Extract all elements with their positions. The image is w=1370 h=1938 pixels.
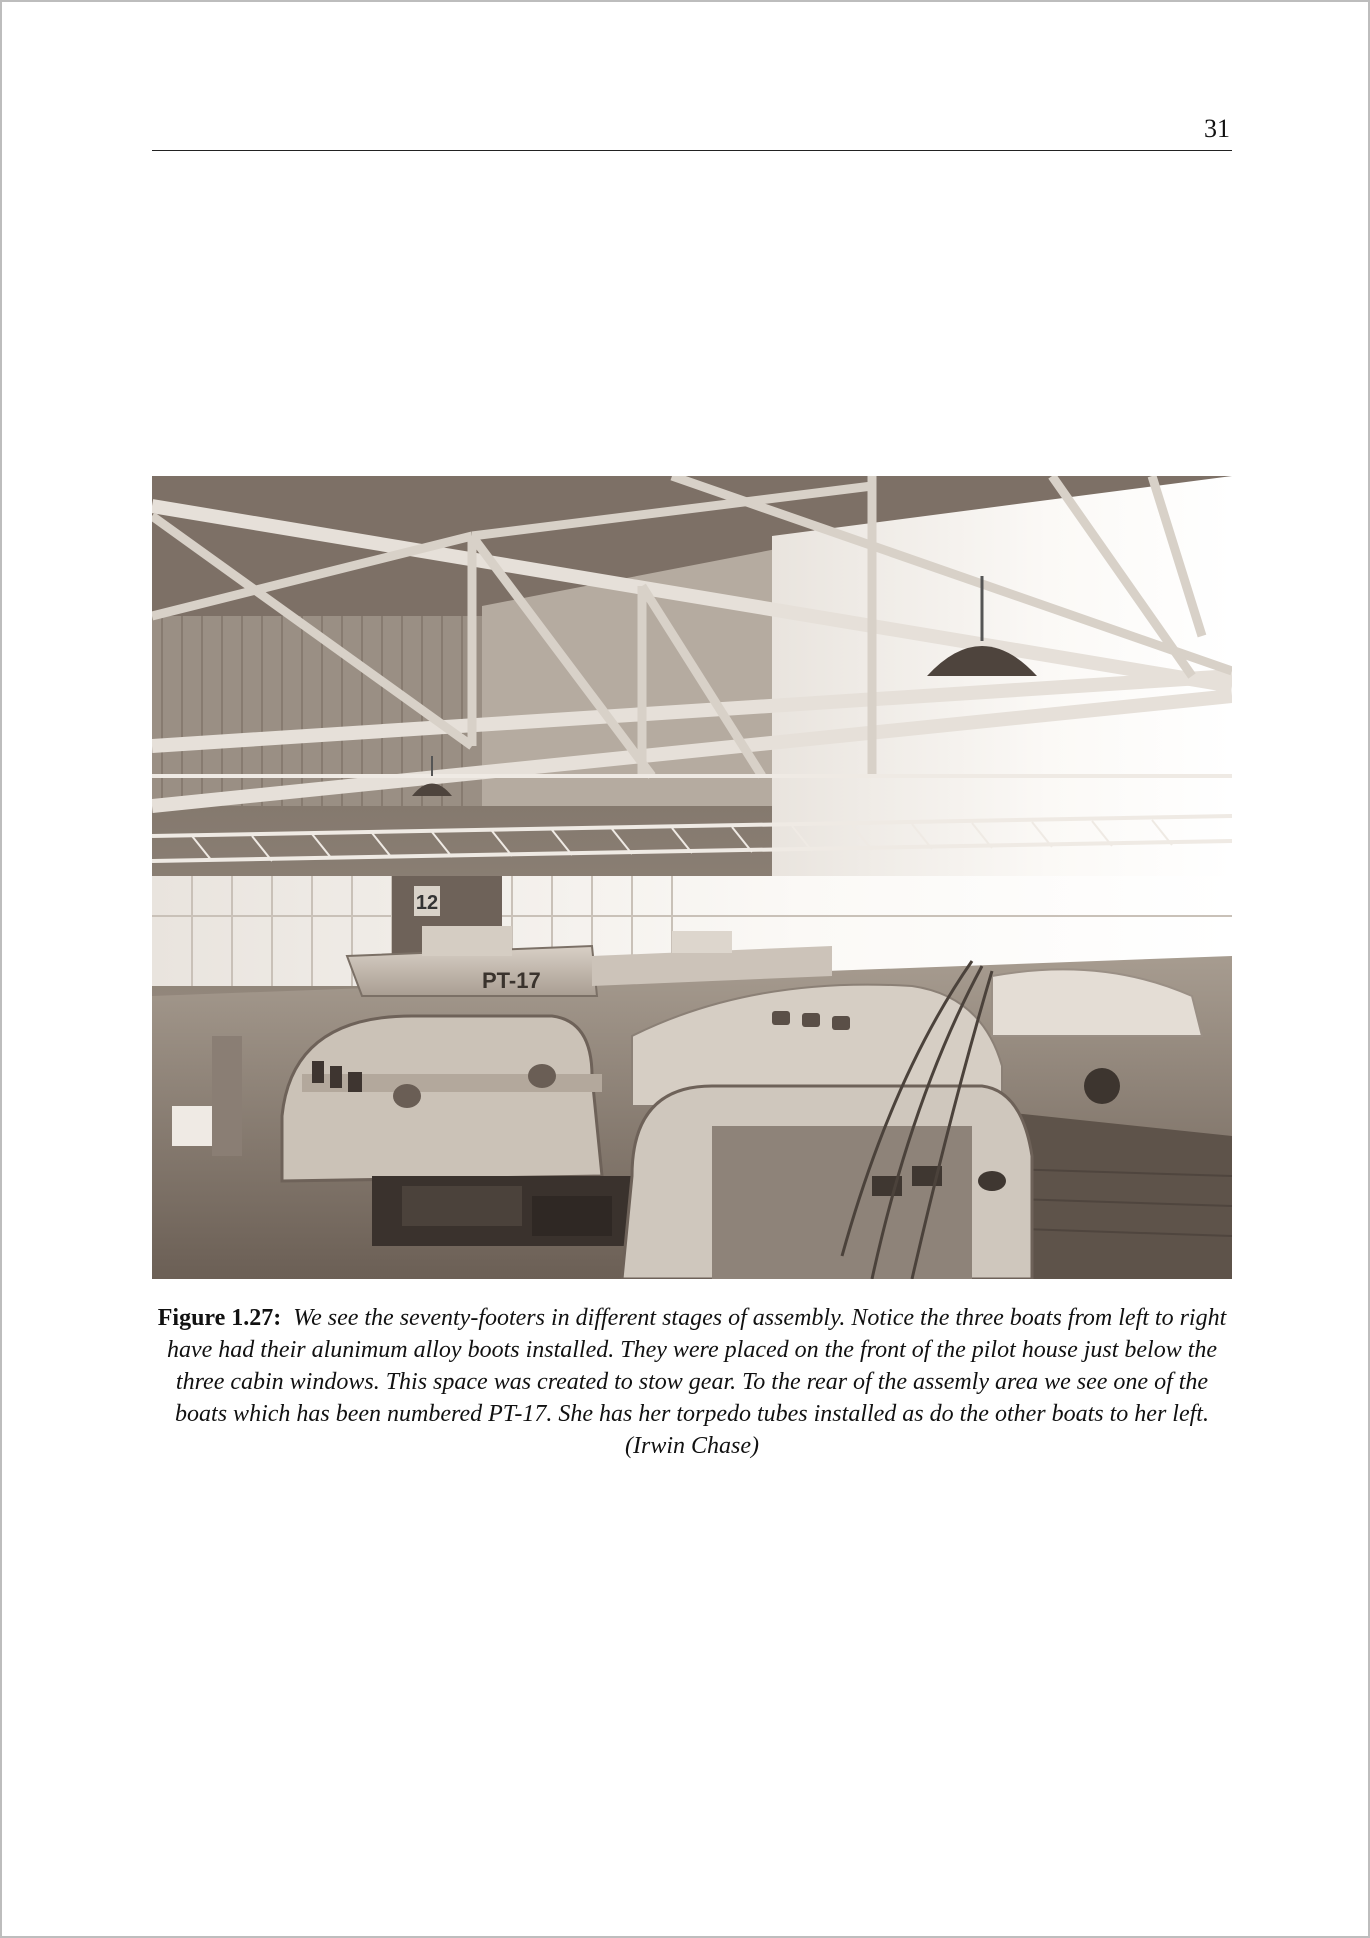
- figure-photo: [152, 476, 1232, 1279]
- boat-assembly-photo: [152, 476, 1232, 1279]
- figure-caption: [152, 1302, 1232, 1462]
- bay-sign-text: 12: [415, 892, 439, 914]
- running-header: [152, 110, 1232, 151]
- figure-label: Figure 1.27:: [157, 1305, 282, 1331]
- figure-caption-text: We see the seventy-footers in different stages of assembly. Notice the three boats from left to right have had their alunimum alloy boots installed. They were placed on the front of the pilot house just below the three cabin windows. This space was created to stow gear. To the rear of the assemly area we see one of the boats which has been numbered PT-17. She has her torpedo tubes installed as do the other boats to her left. (Irwin Chase): [166, 1305, 1227, 1459]
- page-number: 31: [1204, 114, 1230, 143]
- hull-number-text: PT-17: [482, 968, 541, 993]
